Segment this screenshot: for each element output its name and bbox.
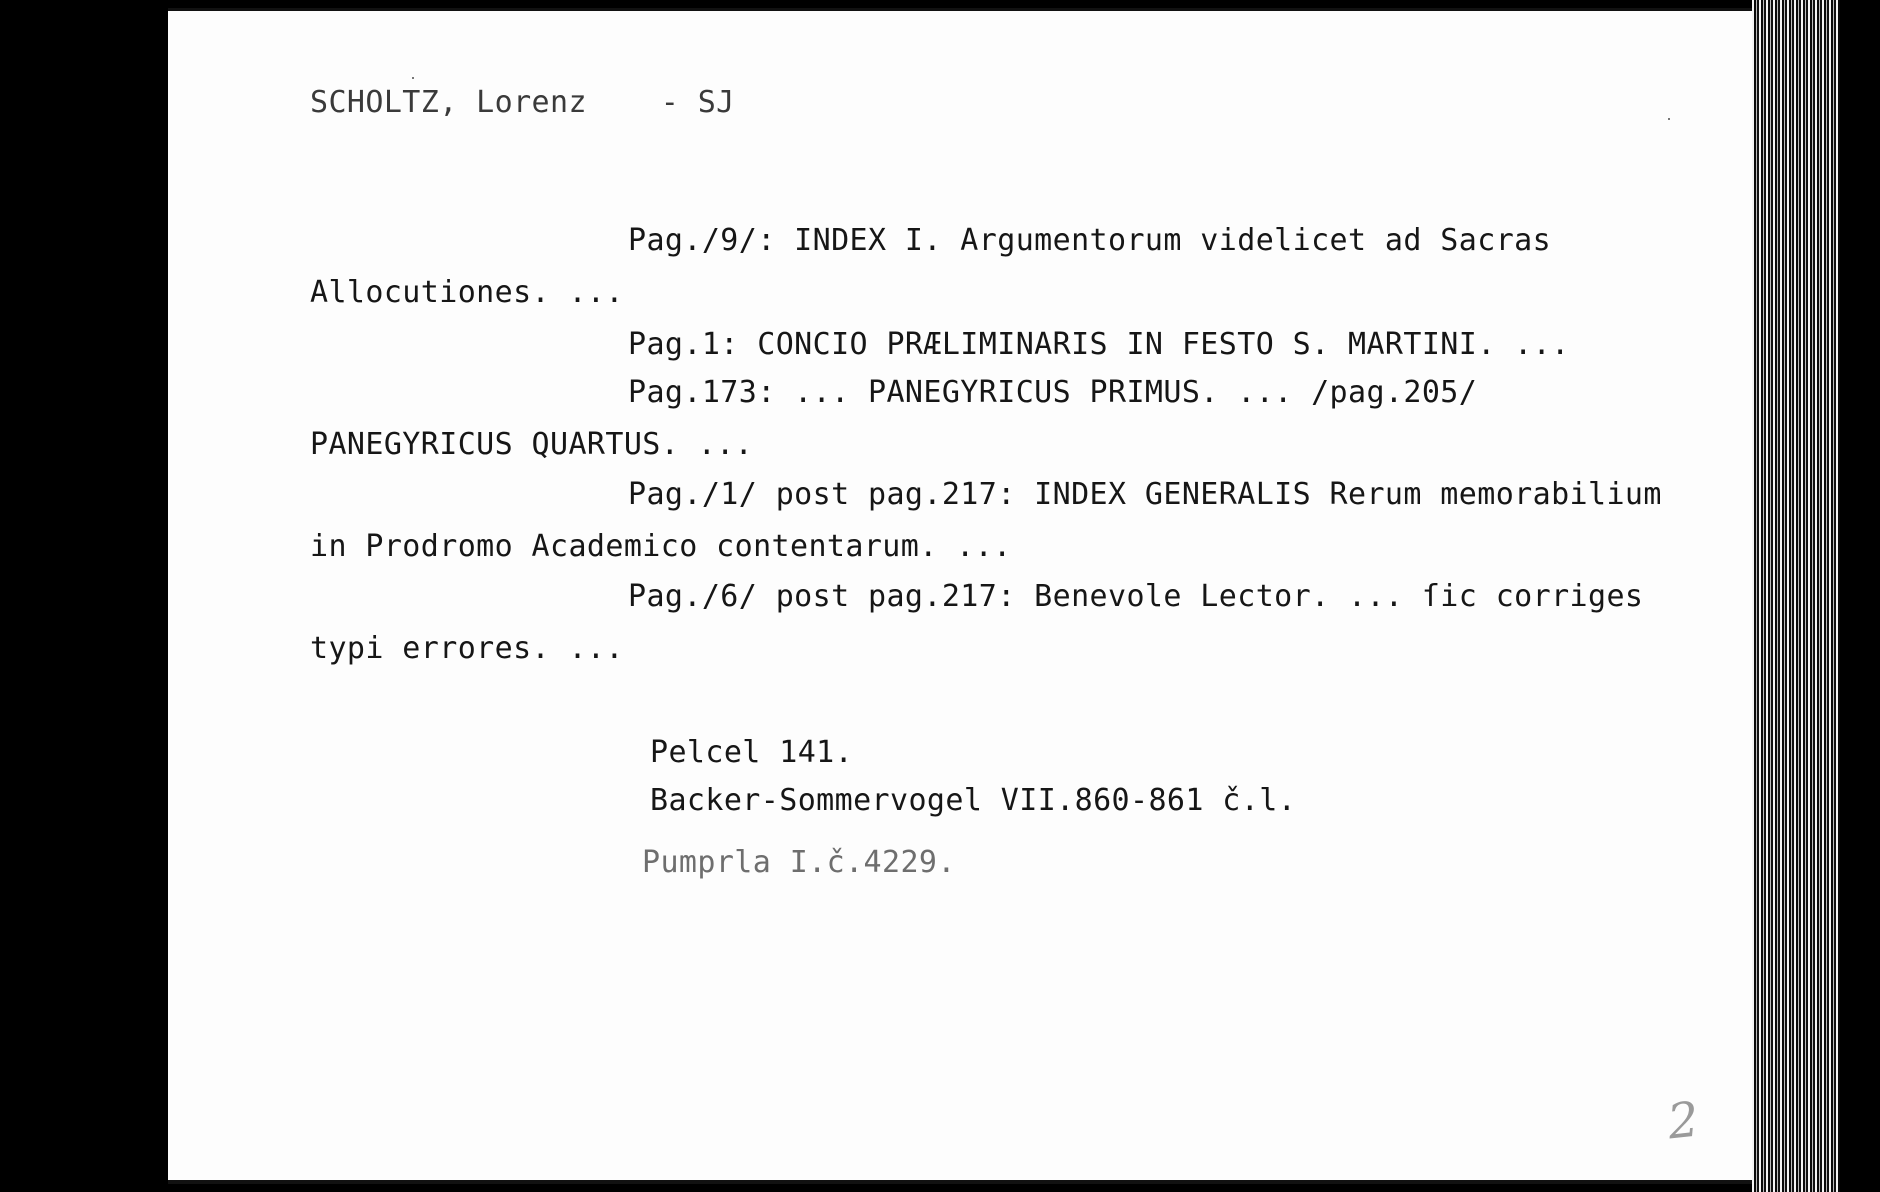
reference-backer-sommervogel: Backer-Sommervogel VII.860-861 č.l. (650, 783, 1297, 818)
reference-pelcel: Pelcel 141. (650, 735, 854, 770)
order-abbreviation: - SJ (660, 85, 735, 120)
dust-speck (1668, 118, 1670, 120)
reference-pumprla: Pumprla I.č.4229. (642, 845, 956, 880)
handwritten-page-number: 2 (1665, 1091, 1702, 1151)
entry-3-line-1: Pag.173: ... PANEGYRICUS PRIMUS. ... /pag.205/ (628, 375, 1478, 410)
catalog-card (168, 8, 1752, 1184)
entry-3-line-2: PANEGYRICUS QUARTUS. ... (310, 427, 754, 462)
entry-1-line-2: Allocutiones. ... (310, 275, 624, 310)
dust-speck (412, 77, 414, 79)
entry-2-line-1: Pag.1: CONCIO PRÆLIMINARIS IN FESTO S. MARTINI. ... (628, 327, 1570, 362)
entry-4-line-2: in Prodromo Academico contentarum. ... (310, 529, 1012, 564)
entry-5-line-1: Pag./6/ post pag.217: Benevole Lector. ... ſic corriges (628, 579, 1644, 614)
scan-edge-border (1752, 0, 1880, 1192)
card-heading (310, 85, 735, 121)
entry-4-line-1: Pag./1/ post pag.217: INDEX GENERALIS Rerum memorabilium (628, 477, 1662, 512)
entry-5-line-2: typi errores. ... (310, 631, 624, 666)
scan-edge-shadow (1840, 0, 1880, 1192)
entry-1-line-1: Pag./9/: INDEX I. Argumentorum videlicet ad Sacras (628, 223, 1552, 258)
author-name: SCHOLTZ, Lorenz (310, 85, 587, 120)
